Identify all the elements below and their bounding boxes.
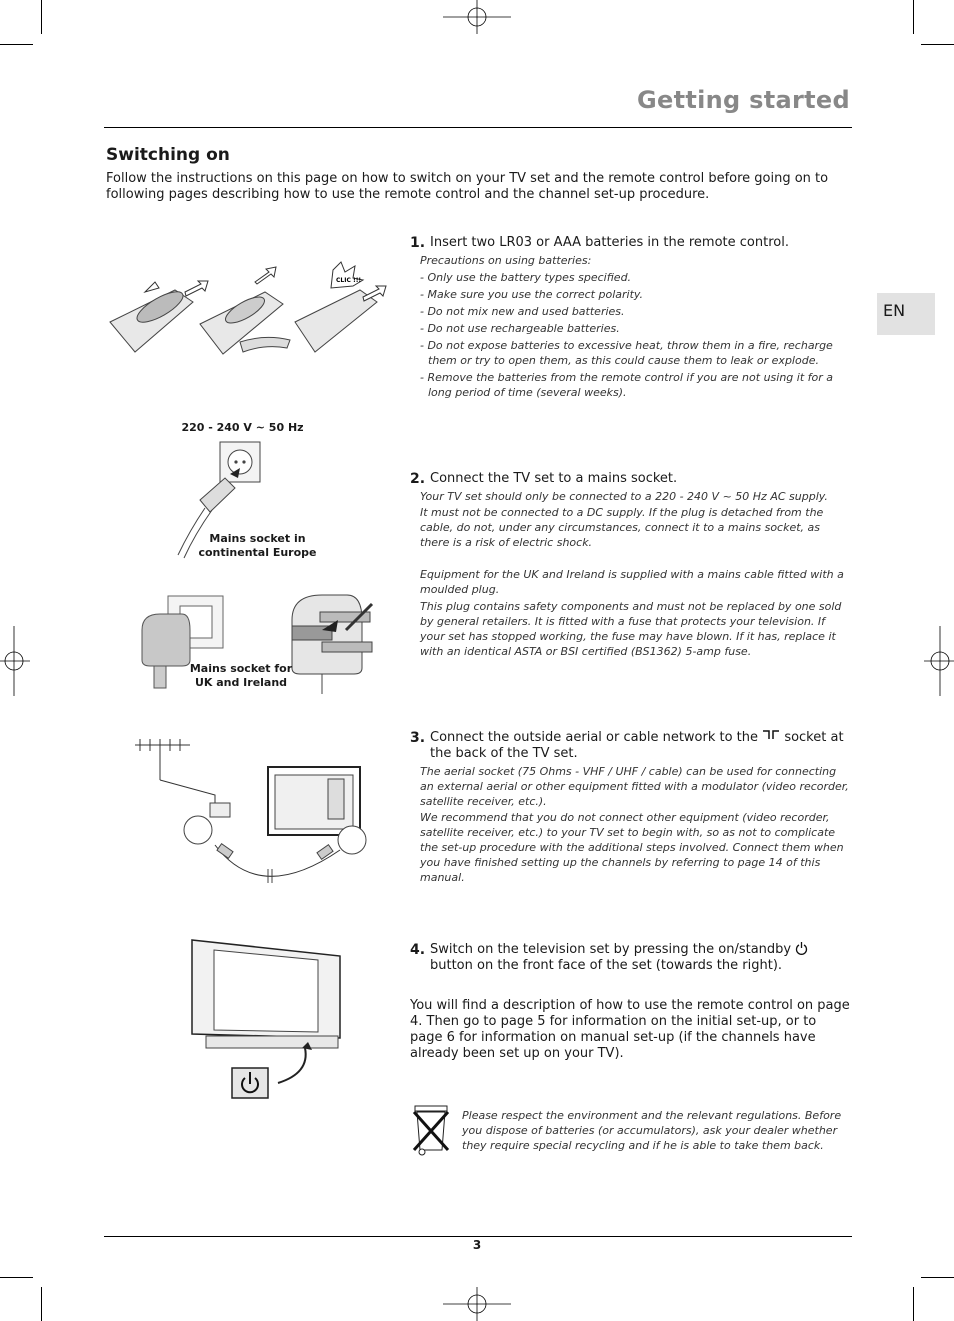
closing-paragraph: You will find a description of how to use the remote control on page 4. Then go to page 5 for information on the initial set-up, or to page 6 for information on manual set-up (if the channels have already been set up on your TV). xyxy=(410,998,850,1061)
page-title: Getting started xyxy=(637,86,850,114)
intro-paragraph: Follow the instructions on this page on how to switch on your TV set and the remote control before going on to following pages describing how to use the remote control and the channel set-up procedure. xyxy=(106,171,829,202)
note-line: - Remove the batteries from the remote control if you are not using it for a long period of time (several weeks). xyxy=(420,371,834,399)
step-number: 4. xyxy=(410,942,426,958)
remote-battery-illustration xyxy=(105,262,385,372)
aerial-socket-icon xyxy=(762,730,780,740)
note-line: Precautions on using batteries: xyxy=(420,254,592,267)
step-3 xyxy=(410,730,850,885)
note-line: - Do not use rechargeable batteries. xyxy=(420,322,620,335)
uk-caption-line-1: Mains socket for xyxy=(189,662,293,675)
note-line: It must not be connected to a DC supply. If the plug is detached from the cable, do not, under any circumstances, connect it to a mains socket, as there is a risk of electric shock. xyxy=(420,506,824,549)
uk-caption xyxy=(185,662,297,690)
clic-label: CLIC !!! xyxy=(336,277,362,284)
aerial-connection-illustration xyxy=(130,735,380,885)
footer-rule xyxy=(104,1236,852,1237)
step-1 xyxy=(410,235,850,400)
step-text: Insert two LR03 or AAA batteries in the remote control. xyxy=(430,235,789,250)
note-line: Your TV set should only be connected to a 220 - 240 V ~ 50 Hz AC supply. xyxy=(420,490,828,503)
step-text-part: socket at the back of the TV set. xyxy=(430,730,844,761)
step-text xyxy=(430,942,850,974)
note-line: This plug contains safety components and must not be replaced by one sold by general retailers. It is fitted with a fuse that protects your television. If your set has stopped working, the fuse may have blown. If it has, replace it with an identical ASTA or BSI certified (BS1362) 5-amp fuse. xyxy=(420,600,842,658)
step-notes xyxy=(420,489,850,659)
step-text xyxy=(430,730,850,762)
step-notes xyxy=(420,764,850,885)
standby-icon xyxy=(795,942,808,954)
tv-set-illustration xyxy=(190,938,350,1103)
voltage-label: 220 - 240 V ~ 50 Hz xyxy=(181,421,304,434)
europe-caption-line-1: Mains socket in xyxy=(209,532,306,545)
step-text-part: button on the front face of the set (towards the right). xyxy=(430,958,783,973)
note-line: - Do not expose batteries to excessive heat, throw them in a fire, recharge them or try to open them, as this could cause them to leak or explode. xyxy=(420,339,833,367)
note-line: The aerial socket (75 Ohms - VHF / UHF / cable) can be used for connecting an external aerial or other equipment fitted with a modulator (video recorder, satellite receiver, etc.). xyxy=(420,765,849,808)
step-notes xyxy=(420,253,850,400)
step-4 xyxy=(410,942,850,974)
step-text-part: Connect the outside aerial or cable network to the xyxy=(430,730,759,745)
step-2 xyxy=(410,471,850,659)
europe-caption-line-2: continental Europe xyxy=(198,546,317,559)
note-line: - Make sure you use the correct polarity. xyxy=(420,288,644,301)
step-number: 1. xyxy=(410,235,426,251)
note-line: We recommend that you do not connect other equipment (video recorder, satellite receiver, etc.) to your TV set to begin with, so as not to complicate the set-up procedure with the additional steps involved. Connect them when you have finished setting up the channels by referring to page 14 of this manual. xyxy=(420,811,844,884)
header-rule xyxy=(104,127,852,128)
step-text-part: Switch on the television set by pressing the on/standby xyxy=(430,942,792,957)
language-tab: EN xyxy=(877,293,935,335)
section-heading: Switching on xyxy=(106,145,230,165)
note-line: Equipment for the UK and Ireland is supplied with a mains cable fitted with a moulded plug. xyxy=(420,568,844,596)
step-text: Connect the TV set to a mains socket. xyxy=(430,471,678,486)
page-number: 3 xyxy=(472,1238,482,1252)
step-number: 2. xyxy=(410,471,426,487)
uk-caption-line-2: UK and Ireland xyxy=(194,676,288,689)
recycling-bin-icon xyxy=(412,1104,452,1156)
note-line: - Do not mix new and used batteries. xyxy=(420,305,625,318)
europe-caption xyxy=(190,532,325,560)
note-line: - Only use the battery types specified. xyxy=(420,271,632,284)
environment-note: Please respect the environment and the relevant regulations. Before you dispose of batteries (or accumulators), ask your dealer whether they require special recycling and if he is able to take them back. xyxy=(462,1109,842,1152)
step-number: 3. xyxy=(410,730,426,746)
